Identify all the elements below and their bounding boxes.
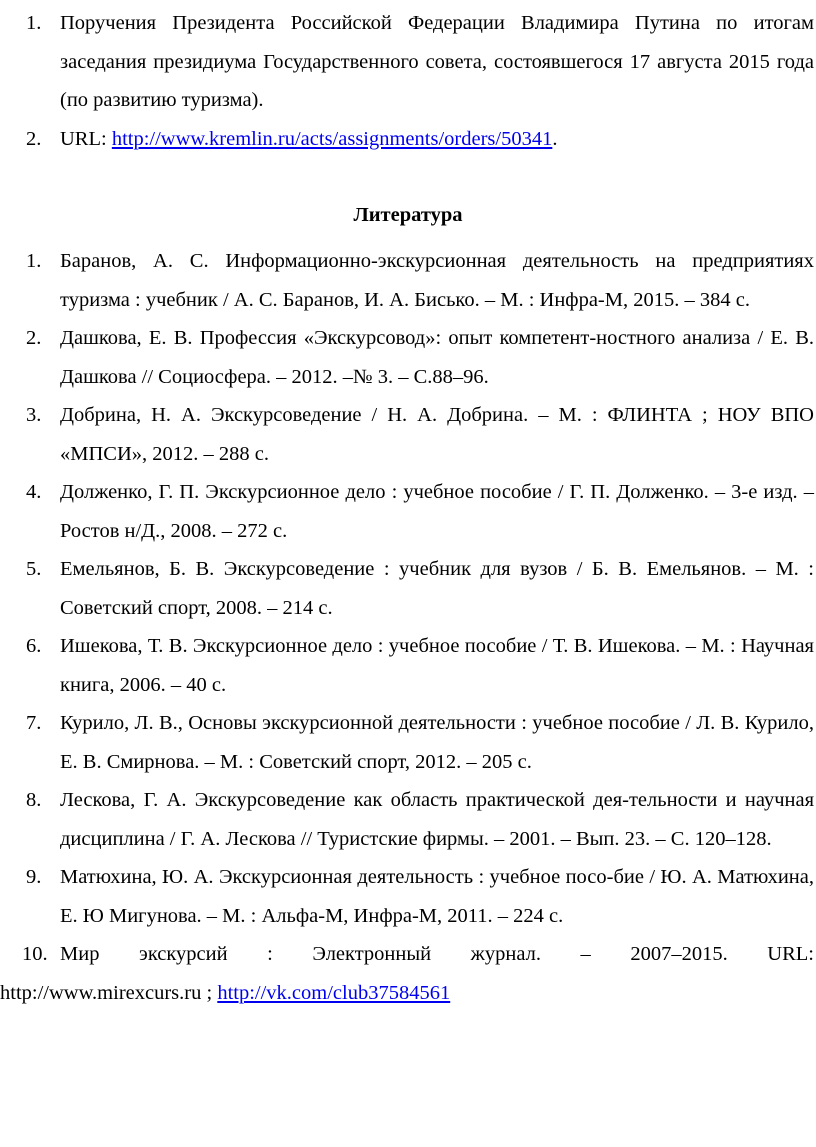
literature-heading: Литература — [353, 204, 463, 226]
item-number: 2. — [26, 127, 42, 150]
item-text: Поручения Президента Российской Федерации Владимира Путина по итогам заседания президиума Государственного совета, состоявшегося 17 августа 2015 года (по развитию туризма). — [60, 12, 814, 111]
item-number: 9. — [26, 866, 42, 888]
list-item — [0, 935, 814, 1012]
list-item — [0, 4, 814, 120]
list-item — [0, 473, 814, 550]
vk-link[interactable]: http://vk.com/club37584561 — [217, 981, 451, 1004]
item-text: Баранов, А. С. Информационно-экскурсионная деятельность на предприятиях туризма : учебник / А. С. Баранов, И. А. Бисько. – М. : Инфра-М, 2015. – 384 с. — [60, 250, 814, 311]
list-item — [0, 627, 814, 704]
list-item — [0, 858, 814, 935]
item-text: Лескова, Г. А. Экскурсоведение как область практической дея-тельности и научная дисциплина / Г. А. Лескова // Туристские фирмы. – 2001. – Вып. 23. – С. 120–128. — [60, 789, 814, 850]
kremlin-link[interactable]: http://www.kremlin.ru/acts/assignments/orders/50341 — [111, 127, 553, 150]
list-item — [0, 120, 814, 159]
url-prefix: URL: — [60, 127, 112, 150]
item-number: 3. — [26, 404, 42, 426]
list-item — [0, 781, 814, 858]
list-item — [0, 550, 814, 627]
sources-list — [0, 4, 814, 158]
list-item — [0, 319, 814, 396]
item-number: 1. — [26, 250, 42, 272]
item-text: Курило, Л. В., Основы экскурсионной деятельности : учебное пособие / Л. В. Курило, Е. В. Смирнова. – М. : Советский спорт, 2012. – 205 с. — [60, 712, 814, 773]
item-number: 7. — [26, 712, 42, 734]
list-item — [0, 704, 814, 781]
item-text: Матюхина, Ю. А. Экскурсионная деятельность : учебное посо-бие / Ю. А. Матюхина, Е. Ю Мигунова. – М. : Альфа-М, Инфра-М, 2011. – 224 с. — [60, 866, 814, 927]
list-item — [0, 242, 814, 319]
item-number: 5. — [26, 558, 42, 580]
item-text: Мир экскурсий : Электронный журнал. – 2007–2015. URL: — [60, 943, 814, 965]
item-text: Долженко, Г. П. Экскурсионное дело : учебное пособие / Г. П. Долженко. – 3-е изд. – Ростов н/Д., 2008. – 272 с. — [60, 481, 814, 542]
item-number: 10. — [22, 943, 48, 965]
item-text: Дашкова, Е. В. Профессия «Экскурсовод»: опыт компетент-ностного анализа / Е. В. Дашкова // Социосфера. – 2012. –№ 3. – С.88–96. — [60, 327, 814, 388]
item-number: 6. — [26, 635, 42, 657]
item-text: Емельянов, Б. В. Экскурсоведение : учебник для вузов / Б. В. Емельянов. – М. : Советский спорт, 2008. – 214 с. — [60, 558, 814, 619]
url-suffix: . — [552, 127, 558, 150]
item-number: 1. — [26, 12, 42, 34]
item-number: 2. — [26, 327, 42, 349]
item-text: Добрина, Н. А. Экскурсоведение / Н. А. Добрина. – М. : ФЛИНТА ; НОУ ВПО «МПСИ», 2012. – 288 с. — [60, 404, 814, 465]
item-text-continuation — [0, 974, 814, 1013]
list-item — [0, 396, 814, 473]
item-number: 8. — [26, 789, 42, 811]
item-text: Ишекова, Т. В. Экскурсионное дело : учебное пособие / Т. В. Ишекова. – М. : Научная книга, 2006. – 40 с. — [60, 635, 814, 696]
literature-list — [0, 242, 814, 1012]
mirexcurs-url: http://www.mirexcurs.ru ; — [0, 981, 218, 1004]
item-number: 4. — [26, 481, 42, 503]
